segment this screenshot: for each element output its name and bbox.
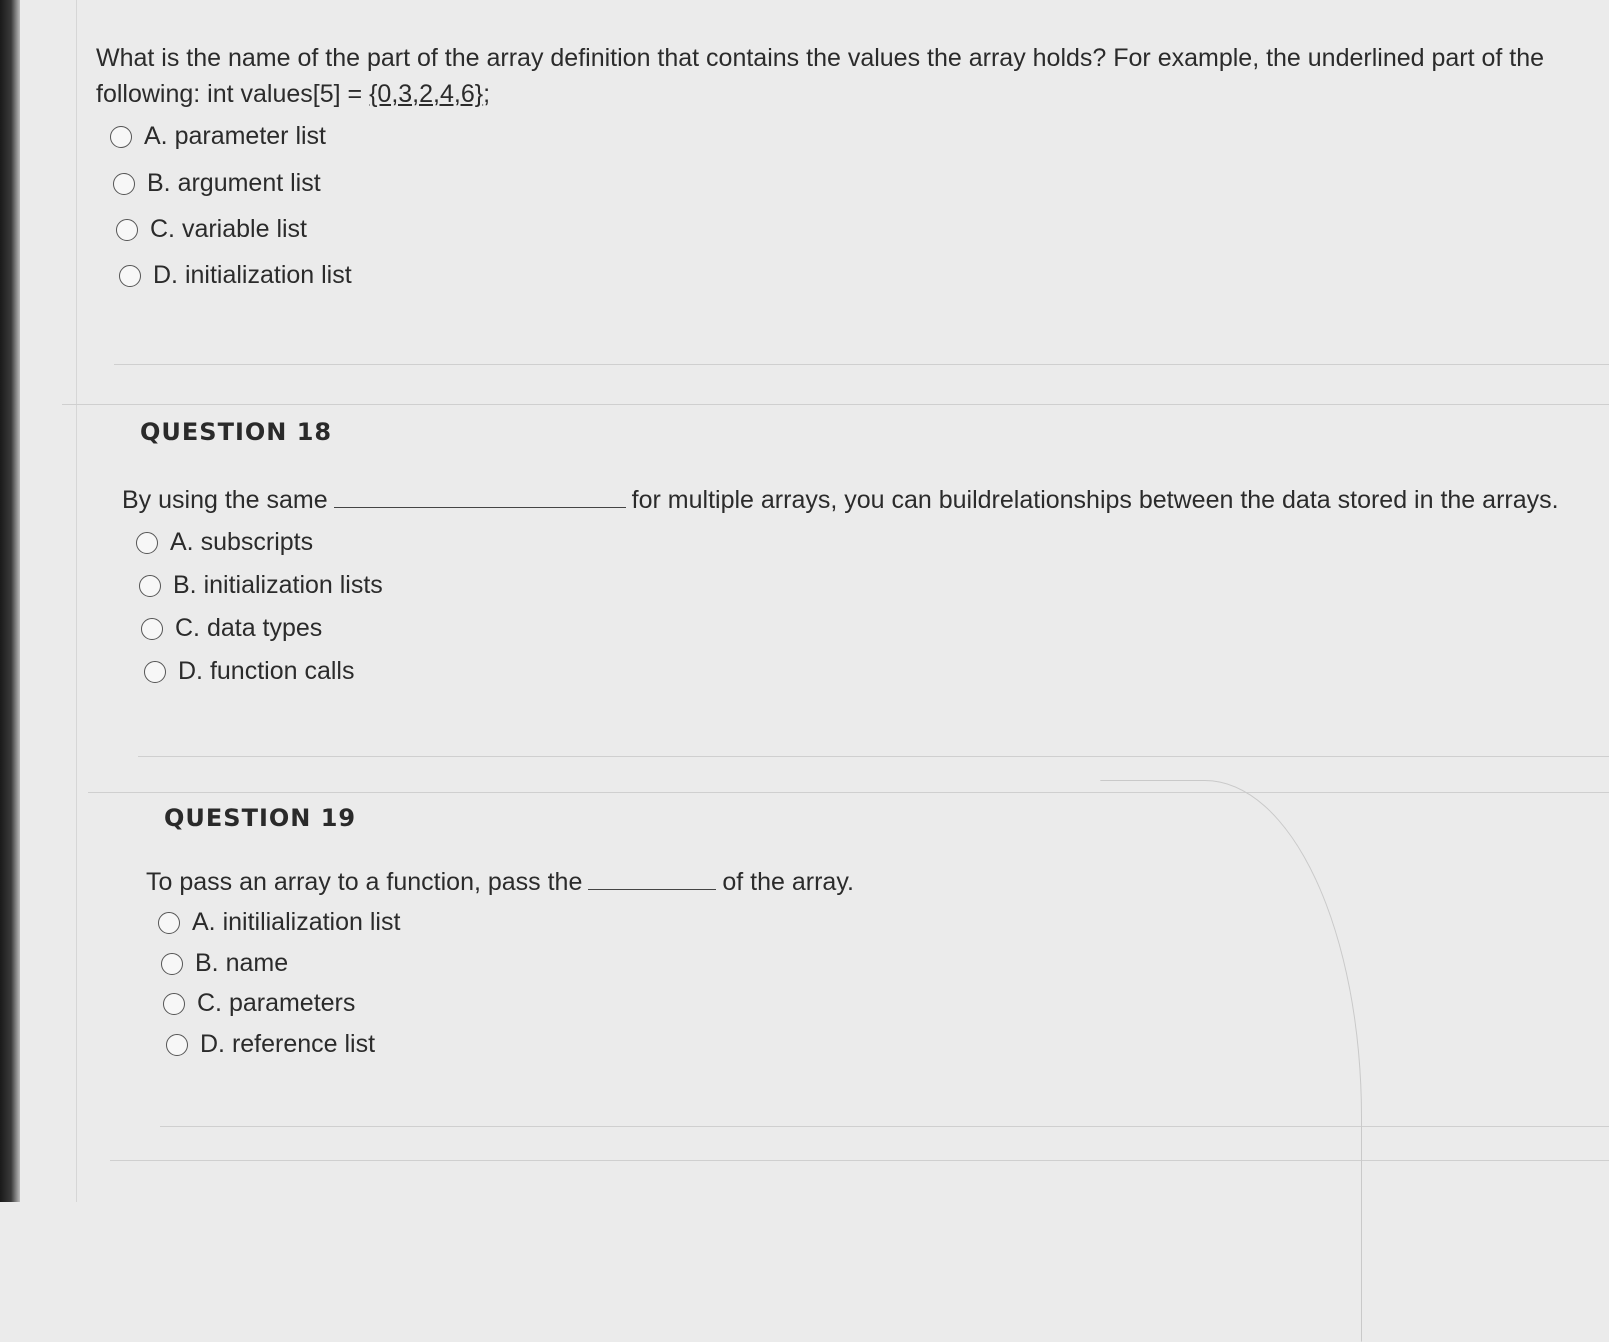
- radio-button[interactable]: [161, 953, 183, 975]
- option-label: B. name: [195, 949, 289, 977]
- screen-glare-arc: [1100, 780, 1362, 1342]
- q17-line-2-suffix: ;: [483, 80, 491, 108]
- radio-button[interactable]: [144, 661, 166, 683]
- option-label: A. initilialization list: [192, 908, 401, 936]
- divider: [110, 1160, 1609, 1161]
- q18-option-b[interactable]: [139, 571, 383, 600]
- q18-blank: [334, 485, 626, 508]
- q19-question-text: [146, 864, 854, 900]
- q18-option-d[interactable]: [144, 657, 354, 686]
- option-label: A. subscripts: [170, 528, 314, 556]
- option-label: C. parameters: [197, 989, 356, 1017]
- q18-text-after: for multiple arrays, you can buildrelationships between the data stored in the arrays.: [631, 486, 1559, 514]
- option-label: D. reference list: [200, 1030, 376, 1058]
- divider: [114, 364, 1609, 365]
- option-label: B. argument list: [147, 169, 321, 197]
- radio-button[interactable]: [113, 173, 135, 195]
- q17-line-2-prefix: following: int values[5] =: [96, 80, 370, 108]
- q17-option-a[interactable]: [110, 122, 326, 151]
- option-label: B. initialization lists: [173, 571, 383, 599]
- radio-button[interactable]: [116, 219, 138, 241]
- option-label: A. parameter list: [144, 122, 327, 150]
- q17-option-d[interactable]: [119, 261, 352, 290]
- q17-question-text: [96, 40, 1544, 112]
- q19-option-d[interactable]: [166, 1030, 375, 1059]
- radio-button[interactable]: [110, 126, 132, 148]
- q17-option-b[interactable]: [113, 169, 321, 198]
- divider: [62, 404, 1609, 405]
- radio-button[interactable]: [158, 912, 180, 934]
- q18-option-a[interactable]: [136, 528, 313, 557]
- option-label: C. variable list: [150, 215, 307, 243]
- q18-question-text: [122, 482, 1559, 518]
- divider: [138, 756, 1609, 757]
- option-label: C. data types: [175, 614, 323, 642]
- question-19-title: QUESTION 19: [164, 804, 357, 832]
- q18-option-c[interactable]: [141, 614, 322, 643]
- q19-option-b[interactable]: [161, 949, 288, 978]
- radio-button[interactable]: [141, 618, 163, 640]
- question-18-title: QUESTION 18: [140, 418, 333, 446]
- radio-button[interactable]: [139, 575, 161, 597]
- q19-text-after: of the array.: [722, 868, 854, 896]
- q18-text-before: By using the same: [122, 486, 328, 514]
- q17-line-2: [96, 76, 1544, 112]
- option-label: D. function calls: [178, 657, 355, 685]
- option-label: D. initialization list: [153, 261, 352, 289]
- divider: [88, 792, 1609, 793]
- q19-blank: [588, 867, 716, 890]
- q17-underlined-code: {0,3,2,4,6}: [369, 80, 484, 108]
- divider: [160, 1126, 1609, 1127]
- q19-option-c[interactable]: [163, 989, 355, 1018]
- radio-button[interactable]: [136, 532, 158, 554]
- q19-text-before: To pass an array to a function, pass the: [146, 868, 583, 896]
- radio-button[interactable]: [119, 265, 141, 287]
- screen-bezel: [0, 0, 20, 1202]
- radio-button[interactable]: [163, 993, 185, 1015]
- radio-button[interactable]: [166, 1034, 188, 1056]
- q19-option-a[interactable]: [158, 908, 400, 937]
- q17-line-1: What is the name of the part of the array definition that contains the values the array holds? For example, the underlined part of the: [96, 44, 1545, 72]
- page-edge: [76, 0, 77, 1202]
- q17-option-c[interactable]: [116, 215, 307, 244]
